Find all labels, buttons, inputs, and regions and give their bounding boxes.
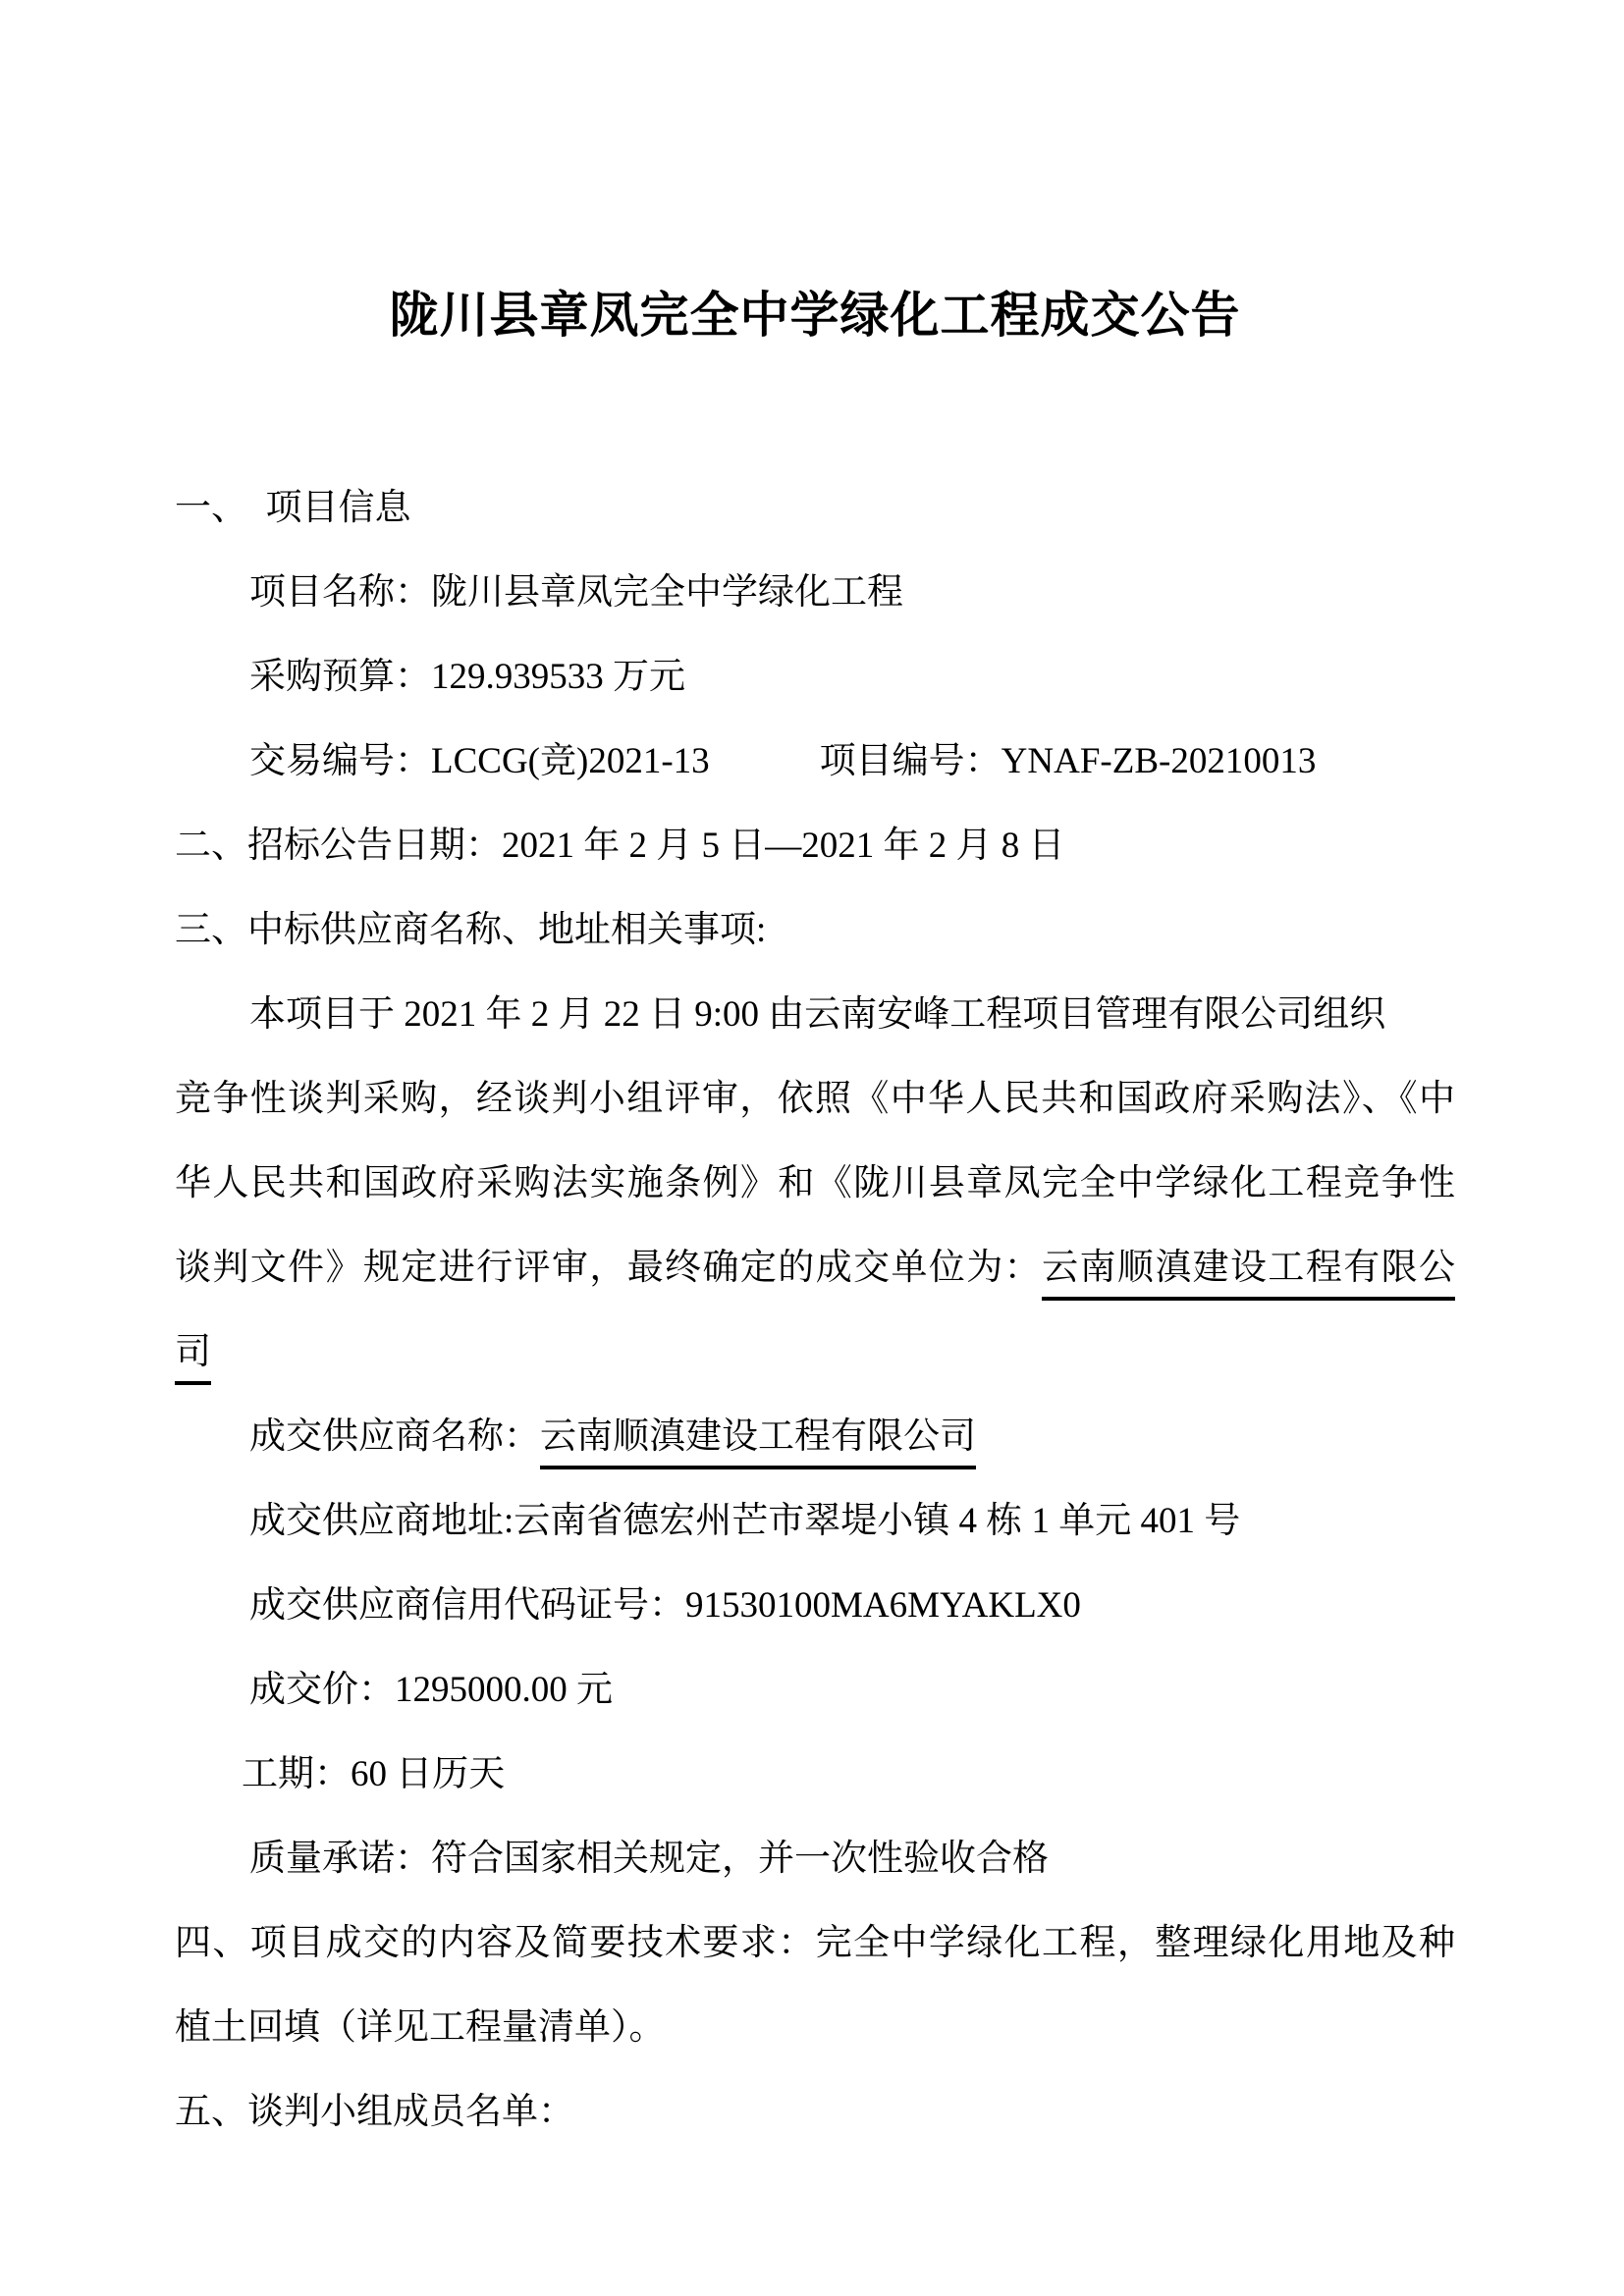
line-trade-project-no — [175, 720, 1455, 804]
document-body — [175, 466, 1455, 2155]
winning-company-underlined-cont: 司 — [175, 1332, 211, 1385]
para-4-text: 谈判文件》规定进行评审，最终确定的成交单位为： — [175, 1248, 1043, 1288]
line-para-4 — [175, 1226, 1455, 1310]
line-section-2-tender-date: 二、招标公告日期：2021 年 2 月 5 日—2021 年 2 月 8 日 — [175, 826, 1065, 866]
line-para-1: 本项目于 2021 年 2 月 22 日 9:00 由云南安峰工程项目管理有限公司组织 — [249, 994, 1386, 1035]
line-price: 成交价：1295000.00 元 — [249, 1670, 613, 1710]
line-credit-code: 成交供应商信用代码证号：91530100MA6MYAKLX0 — [249, 1585, 1081, 1626]
line-supplier-name — [175, 1395, 1455, 1479]
supplier-name-label: 成交供应商名称： — [249, 1416, 540, 1457]
line-supplier-address: 成交供应商地址:云南省德宏州芒市翠堤小镇 4 栋 1 单元 401 号 — [249, 1501, 1241, 1541]
line-quality: 质量承诺：符合国家相关规定，并一次性验收合格 — [249, 1839, 1049, 1879]
line-section-5: 五、谈判小组成员名单： — [175, 2092, 574, 2132]
line-budget: 采购预算：129.939533 万元 — [249, 657, 685, 697]
line-para-2: 竞争性谈判采购，经谈判小组评审，依照《中华人民共和国政府采购法》、《中 — [175, 1079, 1455, 1119]
line-section-4-2: 植土回填（详见工程量清单）。 — [175, 2007, 666, 2048]
line-para-3: 华人民共和国政府采购法实施条例》和《陇川县章凤完全中学绿化工程竞争性 — [175, 1163, 1455, 1203]
line-para-5 — [175, 1310, 1455, 1395]
winning-company-underlined: 云南顺滇建设工程有限公 — [1042, 1248, 1455, 1301]
line-duration: 工期：60 日历天 — [242, 1754, 506, 1794]
line-project-name: 项目名称：陇川县章凤完全中学绿化工程 — [249, 572, 903, 613]
project-no: 项目编号：YNAF-ZB-20210013 — [819, 741, 1317, 781]
supplier-name-underlined: 云南顺滇建设工程有限公司 — [540, 1416, 976, 1469]
line-section-1: 一、 项目信息 — [175, 488, 411, 528]
doc-title: 陇川县章凤完全中学绿化工程成交公告 — [389, 288, 1241, 343]
trade-no: 交易编号：LCCG(竞)2021-13 — [249, 741, 710, 781]
line-section-3: 三、中标供应商名称、地址相关事项: — [175, 910, 767, 950]
line-section-4-1: 四、项目成交的内容及简要技术要求：完全中学绿化工程，整理绿化用地及种 — [175, 1923, 1455, 1963]
